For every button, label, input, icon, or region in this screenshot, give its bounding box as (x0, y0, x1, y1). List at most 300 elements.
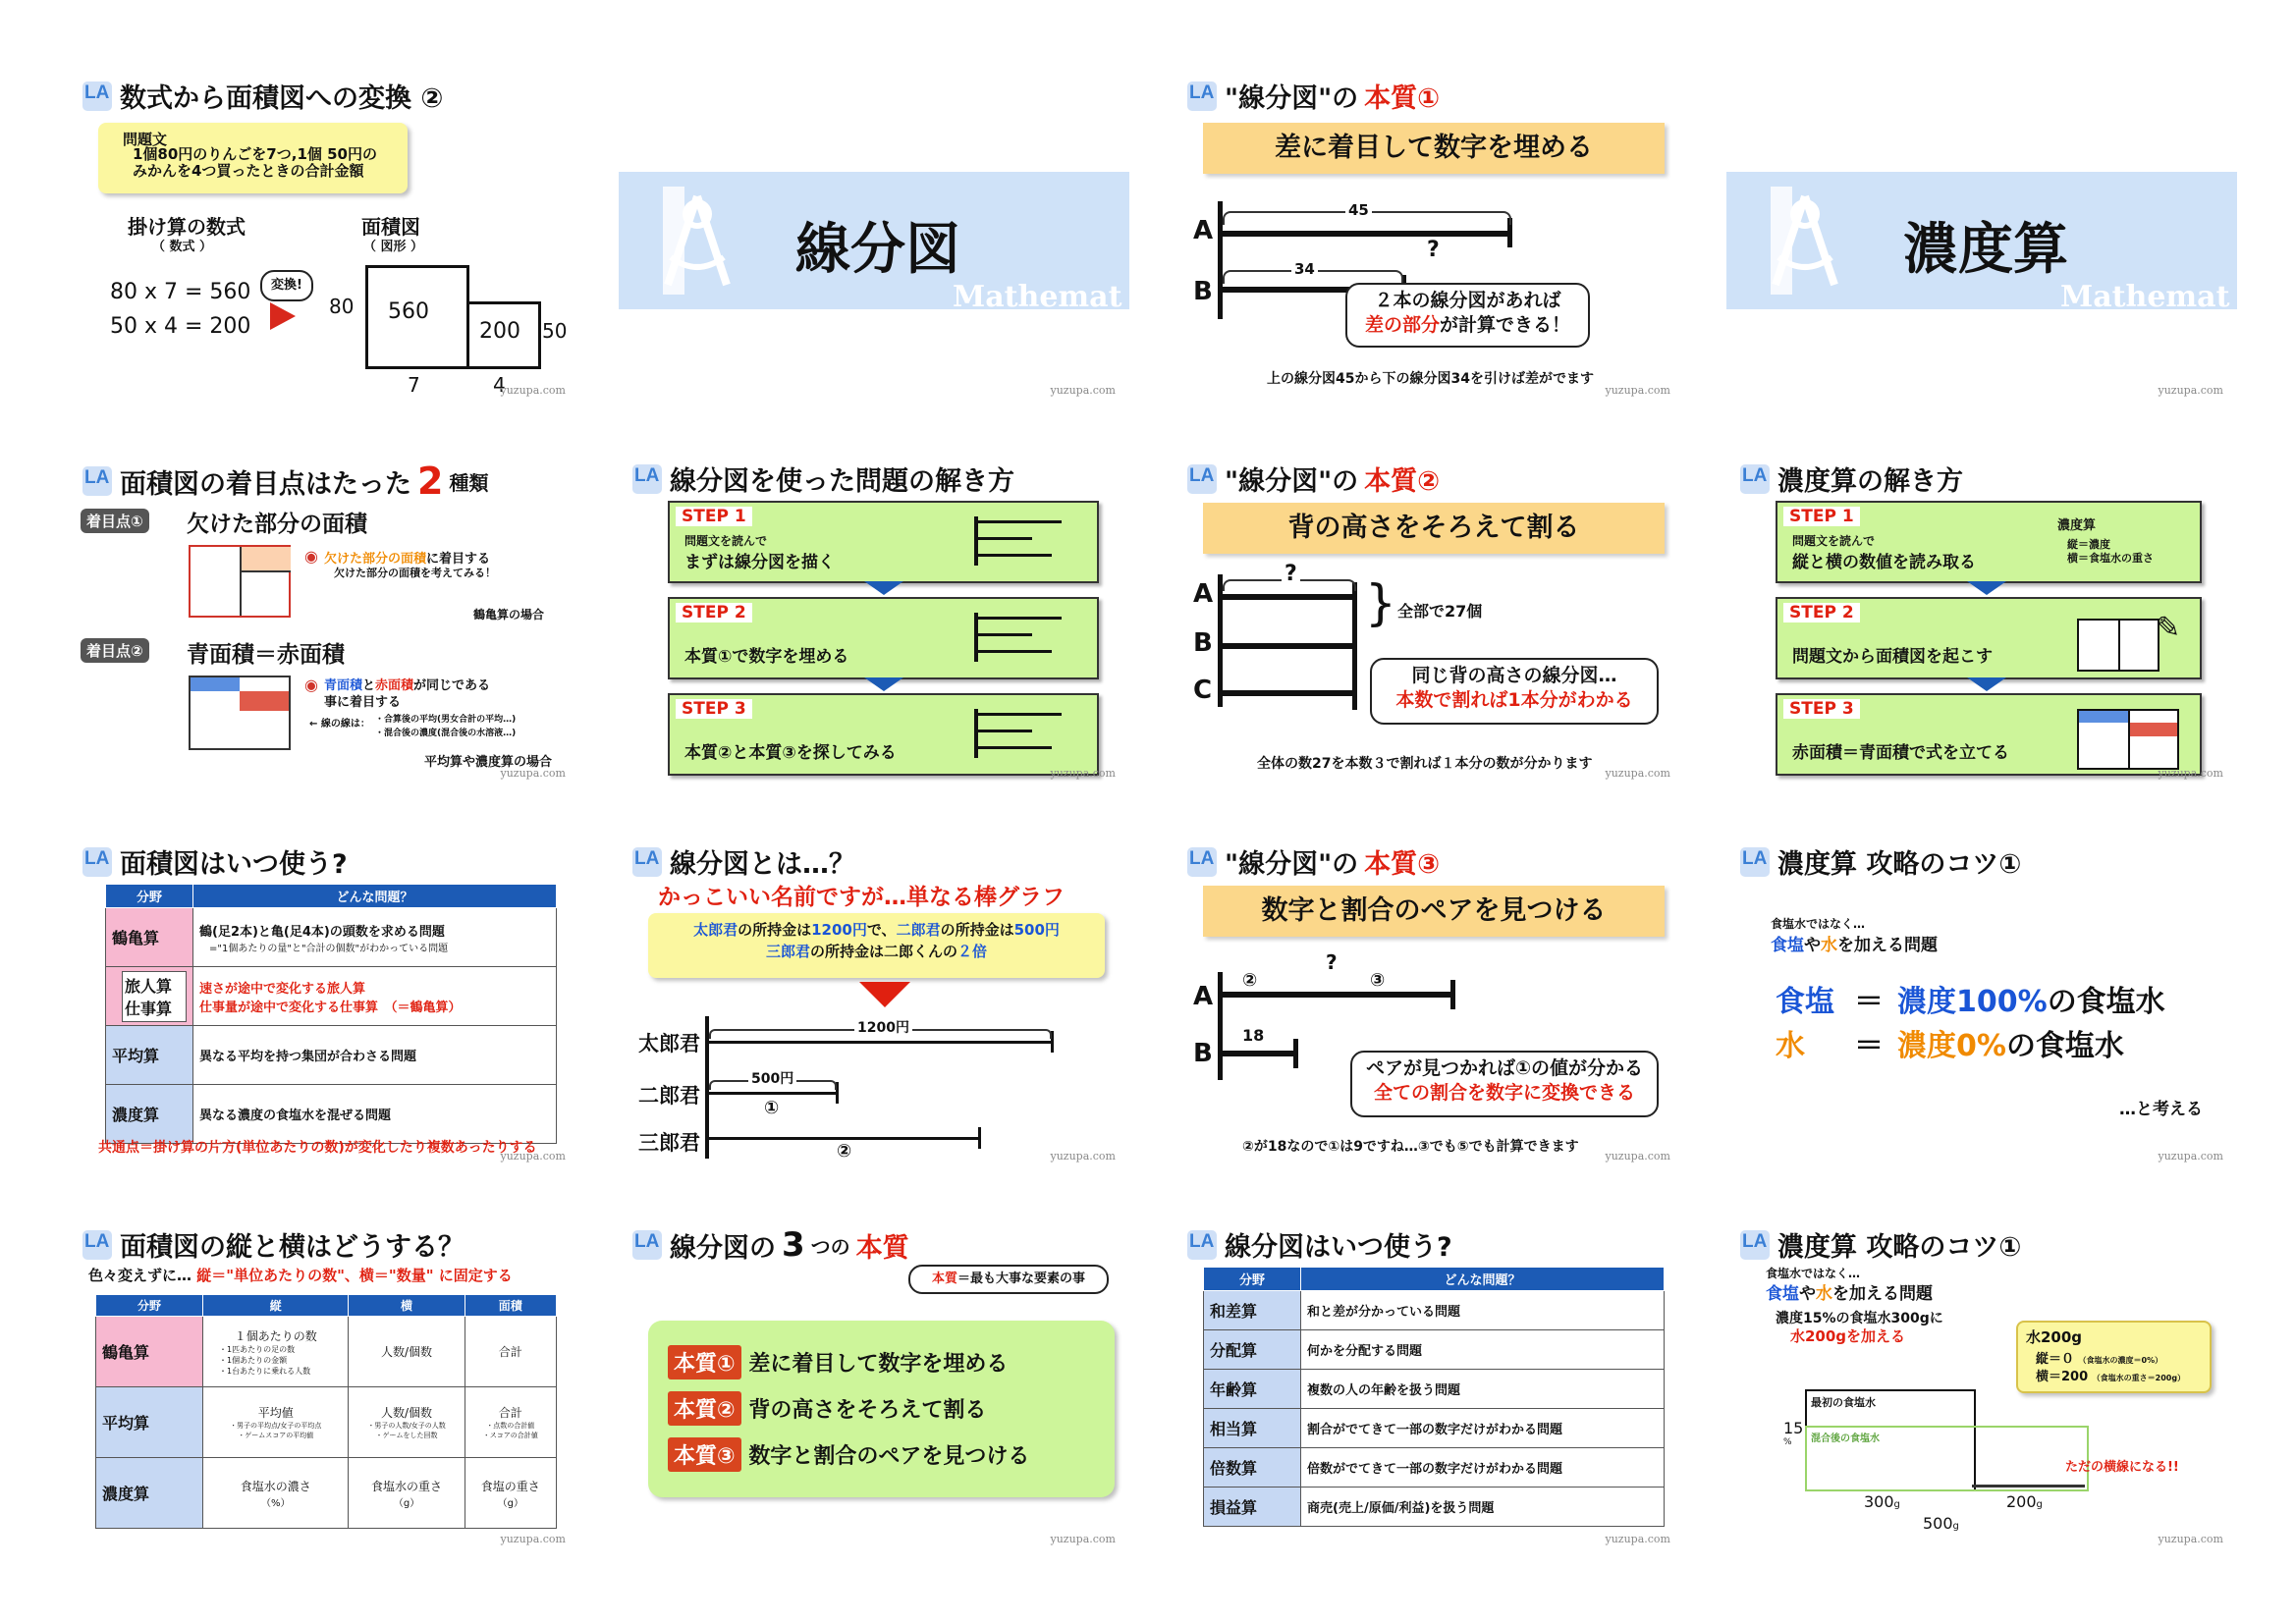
axis-line (1218, 972, 1223, 1080)
slide-when-area-diagram (69, 835, 579, 1168)
slide-line-diagram-steps (619, 452, 1129, 785)
slide-title: 線分図はいつ使う? (1225, 1232, 1452, 1263)
logo-icon: LA (81, 1228, 114, 1262)
essence-bar: 差に着目して数字を埋める (1203, 123, 1665, 174)
logo-icon: LA (81, 845, 114, 879)
rule-salt (1776, 977, 2165, 1020)
table-cell-line: 速さが途中で変化する旅人算 (199, 981, 366, 997)
line-b (1218, 1051, 1296, 1056)
logo-icon: LA (81, 464, 114, 498)
watermark: yuzupa.com (500, 1533, 566, 1545)
essence-text-3: 数字と割合のペアを見つける (748, 1444, 1030, 1469)
bubble-rest: が計算できる！ (1440, 314, 1571, 336)
line-b-end (1293, 1039, 1298, 1068)
tip-sub-small: 食塩水ではなく… (1771, 917, 1866, 931)
slide-area-axes (69, 1217, 579, 1551)
line-a (1218, 231, 1512, 237)
logo-icon: LA (81, 80, 114, 113)
bubble-line-2: 本数で割れば1本分がわかる (1395, 689, 1633, 711)
slide-essence-2 (1174, 452, 1684, 785)
unit-g: g (1952, 1521, 1959, 1532)
step-2-box (668, 597, 1099, 679)
slide-cover-line-diagram (619, 69, 1129, 403)
table-cell-field: 鶴亀算 (106, 908, 193, 967)
value-1200: 1200円 (854, 1017, 912, 1037)
bars-icon (974, 613, 1066, 662)
step-1-sub: 問題文を読んで (1792, 534, 1876, 548)
table-row (106, 1085, 557, 1144)
rule-salt-term: 食塩 (1776, 985, 1834, 1019)
table-cell-field: 分配算 (1204, 1330, 1301, 1370)
area-sublabel: （ 図形 ） (363, 240, 424, 254)
essence-text-2: 背の高さをそろえて割る (748, 1398, 987, 1423)
step-2-label: STEP 2 (1783, 603, 1860, 622)
cell-main: 食塩水の重さ (371, 1479, 443, 1493)
table-cell-field: 倍数算 (1204, 1448, 1301, 1488)
label-b: B (1193, 277, 1213, 306)
arrow-down-icon (1967, 581, 2006, 595)
table-cell-area (465, 1387, 556, 1458)
height-15-unit: % (1783, 1437, 1792, 1447)
focus-badge-1-label: 着目点① (86, 513, 143, 530)
arrow-down-icon (864, 581, 903, 595)
unknown-mark: ? (1326, 950, 1338, 974)
width-200-value: 200 (2006, 1492, 2037, 1511)
first-solution-label: 最初の食塩水 (1811, 1396, 1876, 1409)
table-header-field: 分野 (106, 885, 193, 908)
logo-icon: LA (630, 1228, 664, 1262)
table-row (1204, 1409, 1665, 1448)
step-3-label: STEP 3 (1783, 699, 1860, 719)
focus-badge-1 (81, 509, 149, 533)
watermark: yuzupa.com (1050, 1150, 1116, 1163)
watermark: yuzupa.com (1605, 1533, 1670, 1545)
focus-case-2: 平均算や濃度算の場合 (424, 755, 553, 770)
slide-title-suffix: 種類 (449, 470, 489, 495)
watermark: yuzupa.com (2158, 1150, 2223, 1163)
step-3-text: 赤面積＝青面積で式を立てる (1792, 743, 2009, 763)
text-part: を加える問題 (1832, 1284, 1933, 1304)
pen-icon: ✎ (2156, 611, 2181, 645)
essence-list-box (648, 1321, 1115, 1497)
line-a-end (1450, 980, 1455, 1009)
essence-item-1 (668, 1345, 1008, 1380)
essence-bar: 数字と割合のペアを見つける (1203, 886, 1665, 937)
table-cell-question (193, 967, 557, 1026)
arrow-down-icon (864, 677, 903, 691)
cell-sub: （g） (497, 1497, 523, 1509)
table-header-vertical: 縦 (203, 1295, 349, 1317)
cell-sub: ・1匹あたりの足の数 ・1個あたりの金額 ・1台あたりに乗れる人数 (219, 1344, 311, 1376)
slide-title-number: 2 (417, 460, 444, 503)
total-label: 全部で27個 (1397, 602, 1483, 621)
table-header (1204, 1268, 1665, 1291)
table-header (96, 1295, 557, 1317)
table-cell-horizontal: 人数/個数 (349, 1317, 465, 1387)
bubble-line-2 (1347, 313, 1588, 338)
table-cell-field: 年齢算 (1204, 1370, 1301, 1409)
watermark: yuzupa.com (500, 1150, 566, 1163)
slide-title: 数式から面積図への変換 ② (120, 83, 444, 114)
watermark: yuzupa.com (1605, 1150, 1670, 1163)
watermark: yuzupa.com (1050, 384, 1116, 397)
area-height-50: 50 (542, 319, 568, 343)
table-cell-field: 平均算 (106, 1026, 193, 1085)
bars-icon (974, 709, 1066, 758)
name-taro: 太郎君 (693, 921, 738, 939)
brace-right: } (1365, 574, 1396, 631)
definition-text: ＝最も大事な要素の事 (957, 1271, 1086, 1286)
convert-label: 変換! (271, 278, 302, 293)
label-saburo: 三郎君 (638, 1131, 700, 1155)
height-15 (1783, 1419, 1803, 1447)
figure-equal-area (189, 676, 291, 750)
line-note: ただの横線になる!! (2065, 1460, 2179, 1475)
line-end (1352, 582, 1357, 710)
width-300-value: 300 (1864, 1492, 1894, 1511)
value-34: 34 (1291, 260, 1318, 278)
water-line (1972, 1485, 2085, 1488)
water-box-title: 水200g (2026, 1328, 2083, 1346)
slide-what-is-line-diagram (619, 835, 1129, 1168)
tip-salt: 食塩 (1766, 1284, 1799, 1304)
slide-when-line-diagram (1174, 1217, 1684, 1551)
logo-icon: LA (630, 845, 664, 879)
step-3-box (1776, 693, 2202, 776)
area-label: 面積図 (361, 215, 420, 239)
table-cell-question: 複数の人の年齢を扱う問題 (1301, 1370, 1665, 1409)
water-box-horz: 横＝200 (2036, 1370, 2089, 1384)
logo-icon: LA (1738, 462, 1772, 496)
line-a (1218, 992, 1453, 998)
table-header-area: 面積 (465, 1295, 556, 1317)
value-45: 45 (1345, 201, 1372, 219)
focus-note-2-rest: が同じである事に着目する (324, 678, 491, 710)
definition-bubble (908, 1265, 1109, 1294)
table-cell-question (193, 908, 557, 967)
width-200 (2006, 1492, 2043, 1511)
line-c (1218, 690, 1355, 696)
ratio-2: ② (1242, 970, 1258, 991)
cell-main: １個あたりの数 (234, 1328, 317, 1343)
step-1-box (1776, 501, 2202, 583)
cover-subtitle: Mathemat (953, 280, 1122, 314)
tip-sub-small: 食塩水ではなく… (1766, 1267, 1861, 1280)
step-1-right-2: 横＝食塩水の重さ (2067, 552, 2154, 565)
ratio-2x: ２倍 (957, 943, 988, 960)
table-cell-question: 倍数がでてきて一部の数字だけがわかる問題 (1301, 1448, 1665, 1488)
problem-box (98, 123, 408, 193)
area-width-4: 4 (493, 373, 506, 397)
slide-concentration-tip (1726, 835, 2237, 1168)
essence-badge-3: 本質③ (668, 1437, 741, 1472)
focus-note-1-sub: 欠けた部分の面積を考えてみる！ (334, 567, 496, 579)
slide-title: 濃度算の解き方 (1777, 466, 1963, 497)
ratio-1: ① (764, 1098, 780, 1118)
logo-icon: LA (1185, 80, 1219, 113)
text-part: の所持金は (940, 921, 1014, 939)
field-name: 旅人算 仕事算 (125, 976, 173, 1018)
slide-two-focus-points (69, 452, 579, 785)
table-cell-question: 割合がでてきて一部の数字だけがわかる問題 (1301, 1409, 1665, 1448)
watermark: yuzupa.com (2158, 384, 2223, 397)
step-1-right-title: 濃度算 (2057, 518, 2097, 533)
step-1-label: STEP 1 (1783, 507, 1860, 526)
problem-line-1 (648, 919, 1105, 941)
slide-title: "線分図"の (1225, 83, 1359, 114)
table-cell-field: 相当算 (1204, 1409, 1301, 1448)
subtitle-pre: 色々変えずに… (88, 1267, 192, 1284)
tip-salt: 食塩 (1771, 936, 1804, 955)
essence-badge-1: 本質① (668, 1345, 741, 1380)
name-jiro: 二郎君 (896, 921, 941, 939)
water-box-vert: 縦＝０ (2036, 1352, 2075, 1367)
table-cell-field: 鶴亀算 (96, 1317, 203, 1387)
essence-badge-2: 本質② (668, 1391, 741, 1426)
consider-note: …と考える (2119, 1100, 2203, 1119)
unknown-mark: ? (1427, 238, 1440, 262)
step-2-label: STEP 2 (676, 603, 752, 622)
equals-sign: ＝ (1854, 1029, 1884, 1063)
table-cell-area: 合計 (465, 1317, 556, 1387)
label-c: C (1193, 676, 1213, 705)
essence-item-3 (668, 1437, 1029, 1472)
watermark: yuzupa.com (500, 767, 566, 780)
speech-bubble (1350, 1051, 1659, 1117)
table-cell-field: 損益算 (1204, 1488, 1301, 1527)
line-a (1218, 594, 1355, 600)
table-cell-field: 和差算 (1204, 1291, 1301, 1330)
step-3-label: STEP 3 (676, 699, 752, 719)
eye-icon: ◉ (304, 547, 318, 566)
bar-saburo-end (978, 1127, 981, 1149)
name-saburo: 三郎君 (765, 943, 810, 960)
table-row (106, 1026, 557, 1085)
tip-sub (1771, 931, 1938, 955)
logo-icon: LA (630, 462, 664, 496)
convert-bubble (260, 270, 313, 301)
ratio-2: ② (837, 1141, 852, 1162)
cell-main: 平均値 (257, 1406, 294, 1420)
watermark: yuzupa.com (1050, 1533, 1116, 1545)
focus-head-1: 欠けた部分の面積 (187, 512, 367, 537)
step-1-label: STEP 1 (676, 507, 752, 526)
step-3-box (668, 693, 1099, 776)
speech-bubble (1345, 283, 1590, 348)
cell-sub: ・男子の平均点/女子の平均点 ・ゲームスコアの平均値 (230, 1422, 322, 1439)
slide-title: 濃度算 攻略のコツ① (1777, 849, 2022, 880)
cell-main: 人数/個数 (381, 1406, 433, 1420)
table-cell-question: 商売(売上/原価/利益)を扱う問題 (1301, 1488, 1665, 1527)
usage-table (1203, 1267, 1665, 1527)
logo-icon: LA (1738, 845, 1772, 879)
text-part: や (1804, 936, 1821, 955)
problem-line-2 (648, 941, 1105, 962)
subtitle-highlight: 縦＝"単位あたりの数"、横＝"数量" に固定する (196, 1267, 513, 1284)
slide-cover-concentration (1726, 69, 2237, 403)
table-cell-horizontal (349, 1387, 465, 1458)
focus-sub-1: ・合算後の平均(男女合計の平均…) (375, 715, 517, 725)
logo-icon: LA (1738, 1228, 1772, 1262)
slide-essence-3 (1174, 835, 1684, 1168)
step-1-right-1: 縦＝濃度 (2067, 538, 2110, 551)
table-cell-vertical (203, 1458, 349, 1529)
arrow-down-icon (1967, 677, 2006, 691)
value-18: 18 (1242, 1026, 1265, 1045)
cell-sub: ・男子の人数/女子の人数 ・ゲームをした回数 (367, 1422, 446, 1439)
question-1: 濃度15%の食塩水300gに (1776, 1311, 1943, 1326)
focus-badge-2 (81, 638, 149, 663)
problem-text: 1個80円のりんごを7つ,1個 50円のみかんを4つ買ったときの合計金額 (133, 145, 377, 180)
table-cell-field (106, 967, 193, 1026)
slide-title-highlight: 本質③ (1364, 849, 1441, 880)
essence-text-1: 差に着目して数字を埋める (748, 1352, 1009, 1377)
question-2: 水200gを加える (1790, 1327, 1906, 1345)
problem-box (648, 913, 1105, 978)
equation-1: 80 x 7 = 560 (110, 280, 251, 304)
compass-icon (653, 187, 741, 295)
equals-sign: ＝ (1854, 985, 1884, 1019)
focus-head-2: 青面積＝赤面積 (187, 642, 345, 668)
rule-water-conc: 濃度0% (1897, 1029, 2006, 1063)
bar-jiro (705, 1092, 838, 1095)
width-300 (1864, 1492, 1900, 1511)
step-2-text: 問題文から面積図を起こす (1792, 647, 1993, 667)
table-cell-line: 鶴(足2本)と亀(足4本)の頭数を求める問題 (199, 924, 445, 940)
table-header-question: どんな問題？ (1301, 1268, 1665, 1291)
slide-title-highlight: 本質 (855, 1232, 909, 1264)
slide-title: "線分図"の (1225, 466, 1359, 497)
label-taro: 太郎君 (638, 1032, 700, 1055)
unknown-mark: ? (1282, 562, 1300, 586)
width-500 (1923, 1514, 1959, 1533)
tip-water: 水 (1816, 1284, 1832, 1304)
label-jiro: 二郎君 (638, 1084, 700, 1108)
table-header-horizontal: 横 (349, 1295, 465, 1317)
cell-sub: （g） (393, 1497, 420, 1509)
table-cell-horizontal (349, 1458, 465, 1529)
label-a: A (1193, 982, 1214, 1011)
focus-note-1-highlight: 欠けた部分の面積 (324, 552, 427, 567)
value-500: 500円 (748, 1068, 796, 1088)
table-header (106, 885, 557, 908)
bar-saburo (705, 1137, 980, 1140)
ratio-3: ③ (1370, 970, 1386, 991)
watermark: yuzupa.com (1605, 384, 1670, 397)
slide-title-highlight: 本質② (1364, 466, 1441, 497)
table-row (1204, 1488, 1665, 1527)
common-point: 共通点＝掛け算の片方(単位あたりの数)が変化したり複数あったりする (98, 1140, 537, 1156)
table-cell-line: 仕事量が途中で変化する仕事算 （＝鶴亀算） (199, 1000, 462, 1015)
slide-three-essences (619, 1217, 1129, 1551)
equation-2: 50 x 4 = 200 (110, 314, 251, 339)
bubble-line-1: ２本の線分図があれば (1374, 290, 1561, 311)
rect-560-label: 560 (388, 299, 429, 324)
table-row (1204, 1330, 1665, 1370)
tip-water: 水 (1821, 936, 1837, 955)
focus-sub-label: ← 線の線は： (309, 719, 370, 730)
label-a: A (1193, 216, 1214, 245)
slide-title-mid: つの (810, 1234, 850, 1259)
bar-taro (705, 1041, 1054, 1044)
table-row (96, 1317, 557, 1387)
table-header-question: どんな問題？ (193, 885, 557, 908)
slide-title: 濃度算 攻略のコツ① (1777, 1232, 2022, 1263)
tip-sub (1766, 1279, 1933, 1304)
table-cell-field: 平均算 (96, 1387, 203, 1458)
cell-main: 食塩水の濃さ (240, 1479, 311, 1493)
cell-main: 合計 (498, 1406, 522, 1420)
text-part: や (1799, 1284, 1816, 1304)
essence-item-2 (668, 1391, 986, 1426)
footnote: 全体の数27を本数３で割れば１本分の数が分かります (1257, 756, 1593, 772)
focus-note-2 (324, 677, 491, 711)
slide-subtitle: かっこいい名前ですが…単なる棒グラフ (658, 885, 1065, 910)
table-cell-vertical (203, 1317, 349, 1387)
table-row (96, 1387, 557, 1458)
footnote: 上の線分図45から下の線分図34を引けば差がでます (1267, 371, 1594, 387)
area-height-80: 80 (329, 295, 355, 318)
label-a: A (1193, 579, 1214, 609)
table-row (1204, 1448, 1665, 1488)
table-header-field: 分野 (96, 1295, 203, 1317)
focus-note-1-rest: に着目する (426, 552, 491, 567)
rule-water-term: 水 (1776, 1029, 1805, 1063)
watermark: yuzupa.com (500, 384, 566, 397)
cover-title: 濃度算 (1903, 218, 2068, 282)
table-cell-vertical (203, 1387, 349, 1458)
slide-concentration-tip-example (1726, 1217, 2237, 1551)
formula-sublabel: （ 数式 ） (152, 240, 213, 254)
cell-sub: （%） (260, 1497, 291, 1509)
bubble-highlight: 差の部分 (1364, 314, 1440, 336)
slide-title: 面積図の縦と横はどうする？ (120, 1232, 465, 1263)
rule-salt-rest: の食塩水 (2047, 985, 2165, 1019)
logo-icon: LA (1185, 1228, 1219, 1262)
unit-g: g (1893, 1499, 1900, 1510)
axes-table (95, 1294, 557, 1529)
footnote: ②が18なので①は9ですね…③でも⑤でも計算できます (1242, 1139, 1579, 1155)
step-3-text: 本質②と本質③を探してみる (684, 743, 897, 763)
water-box-line-1 (2036, 1348, 2162, 1367)
focus-case-1: 鶴亀算の場合 (473, 608, 545, 622)
step-2-text: 本質①で数字を埋める (684, 647, 849, 667)
focus-badge-2-label: 着目点② (86, 642, 143, 660)
width-500-value: 500 (1923, 1514, 1953, 1533)
usage-table (105, 884, 557, 1144)
step-1-text: まずは線分図を描く (684, 553, 835, 572)
slide-concentration-steps (1726, 452, 2237, 785)
table-row (96, 1458, 557, 1529)
area-figure-icon (2077, 619, 2159, 672)
equal-area-icon (2077, 709, 2179, 770)
essence-bar: 背の高さをそろえて割る (1203, 503, 1665, 554)
step-1-text: 縦と横の数値を読み取る (1792, 553, 1976, 572)
text-part: で、 (866, 921, 897, 939)
text-part: の所持金は (738, 921, 812, 939)
watermark: yuzupa.com (2158, 767, 2223, 780)
rule-water (1776, 1021, 2124, 1064)
slide-subtitle (88, 1265, 513, 1285)
logo-icon: LA (1185, 845, 1219, 879)
slide-title: 面積図はいつ使う? (120, 849, 348, 880)
slide-title: 面積図の着目点はたった (120, 468, 411, 500)
watermark: yuzupa.com (2158, 1533, 2223, 1545)
slide-area-conversion (69, 69, 579, 403)
cover-title: 線分図 (795, 218, 960, 282)
amount-1200: 1200円 (811, 921, 867, 939)
water-box-horz-note: （食塩水の重さ＝200g） (2092, 1374, 2186, 1382)
